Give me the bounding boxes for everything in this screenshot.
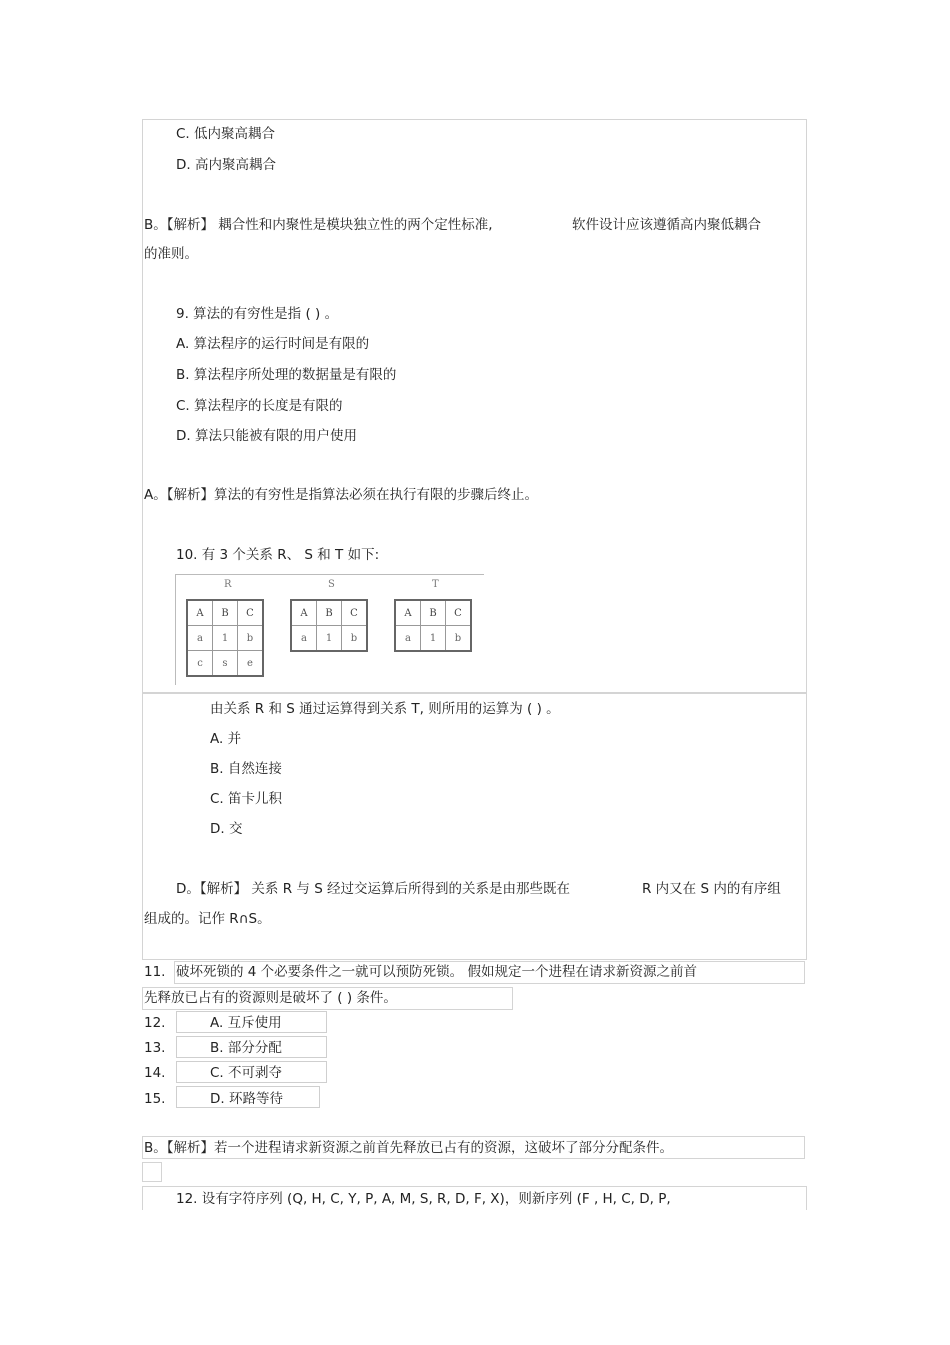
relation-t-cell: b [446, 626, 472, 652]
q9-option-d: D. 算法只能被有限的用户使用 [176, 428, 357, 444]
q10-question: 由关系 R 和 S 通过运算得到关系 T, 则所用的运算为 ( ) 。 [210, 701, 560, 717]
q8-option-d: D. 高内聚高耦合 [176, 157, 276, 173]
q11-option-d: D. 环路等待 [210, 1091, 283, 1107]
relation-r-title: R [224, 579, 232, 590]
q11-option-number: 14. [144, 1065, 166, 1081]
q11-option-a: A. 互斥使用 [210, 1015, 282, 1031]
relation-t-cell: 1 [421, 626, 446, 652]
q11-option-number: 15. [144, 1091, 166, 1107]
q9-option-b: B. 算法程序所处理的数据量是有限的 [176, 367, 397, 383]
relation-r-table [186, 599, 264, 677]
relation-s-cell: b [342, 626, 368, 652]
q11-analysis: B。【解析】若一个进程请求新资源之前首先释放已占有的资源，这破坏了部分分配条件。 [144, 1140, 674, 1156]
relation-s-header: C [342, 600, 368, 626]
relation-t-table [394, 599, 472, 652]
q9-option-a: A. 算法程序的运行时间是有限的 [176, 336, 370, 352]
relation-s-cell: 1 [317, 626, 342, 652]
relation-t-header: C [446, 600, 472, 626]
q10-option-d: D. 交 [210, 821, 243, 837]
q11-line1: 破坏死锁的 4 个必要条件之一就可以预防死锁。 假如规定一个进程在请求新资源之前首 [176, 964, 697, 980]
q11-option-c: C. 不可剥夺 [210, 1065, 283, 1081]
q11-option-b: B. 部分分配 [210, 1040, 282, 1056]
relation-t-title: T [432, 579, 439, 590]
q11-line2: 先释放已占有的资源则是破坏了 ( ) 条件。 [144, 990, 397, 1006]
relation-r-cell: e [238, 651, 264, 677]
q10-analysis-line1a: D。【解析】 关系 R 与 S 经过交运算后所得到的关系是由那些既在 [176, 881, 571, 897]
relation-s-header: A [291, 600, 317, 626]
relation-r-cell: b [238, 626, 264, 651]
q12-stem: 12. 设有字符序列 (Q, H, C, Y, P, A, M, S, R, D, F, X)，则新序列 (F , H, C, D, P, [176, 1191, 671, 1207]
relation-r-header: A [187, 600, 213, 626]
relation-t-header: A [395, 600, 421, 626]
q10-stem: 10. 有 3 个关系 R、 S 和 T 如下: [176, 547, 380, 563]
q10-option-c: C. 笛卡儿积 [210, 791, 283, 807]
q11-option-number: 13. [144, 1040, 166, 1056]
relation-r-header: B [213, 600, 238, 626]
q10-option-b: B. 自然连接 [210, 761, 282, 777]
relation-r-cell: 1 [213, 626, 238, 651]
relation-s-header: B [317, 600, 342, 626]
q10-analysis-line1b: R 内又在 S 内的有序组 [642, 881, 781, 897]
q10-option-a: A. 并 [210, 731, 242, 747]
relation-r-cell: a [187, 626, 213, 651]
relation-t-header: B [421, 600, 446, 626]
q9-stem: 9. 算法的有穷性是指 ( ) 。 [176, 306, 339, 322]
q11-option-number: 12. [144, 1015, 166, 1031]
relation-s-title: S [328, 579, 335, 590]
relation-r-cell: s [213, 651, 238, 677]
relation-t-cell: a [395, 626, 421, 652]
q9-analysis: A。【解析】算法的有穷性是指算法必须在执行有限的步骤后终止。 [144, 487, 538, 503]
small-empty-box [142, 1162, 162, 1182]
q8-option-c: C. 低内聚高耦合 [176, 126, 276, 142]
q9-option-c: C. 算法程序的长度是有限的 [176, 398, 343, 414]
q10-analysis-line2: 组成的。记作 R∩S。 [144, 911, 271, 927]
relation-s-table [290, 599, 368, 652]
relation-r-header: C [238, 600, 264, 626]
relation-r-cell: c [187, 651, 213, 677]
relation-s-cell: a [291, 626, 317, 652]
relations-figure [175, 574, 484, 685]
q8-analysis-line2: 的准则。 [144, 246, 198, 262]
q8-analysis-line1a: B。【解析】 耦合性和内聚性是模块独立性的两个定性标准, [144, 217, 493, 233]
q11-number: 11. [144, 964, 166, 980]
q8-analysis-line1b: 软件设计应该遵循高内聚低耦合 [572, 217, 761, 233]
